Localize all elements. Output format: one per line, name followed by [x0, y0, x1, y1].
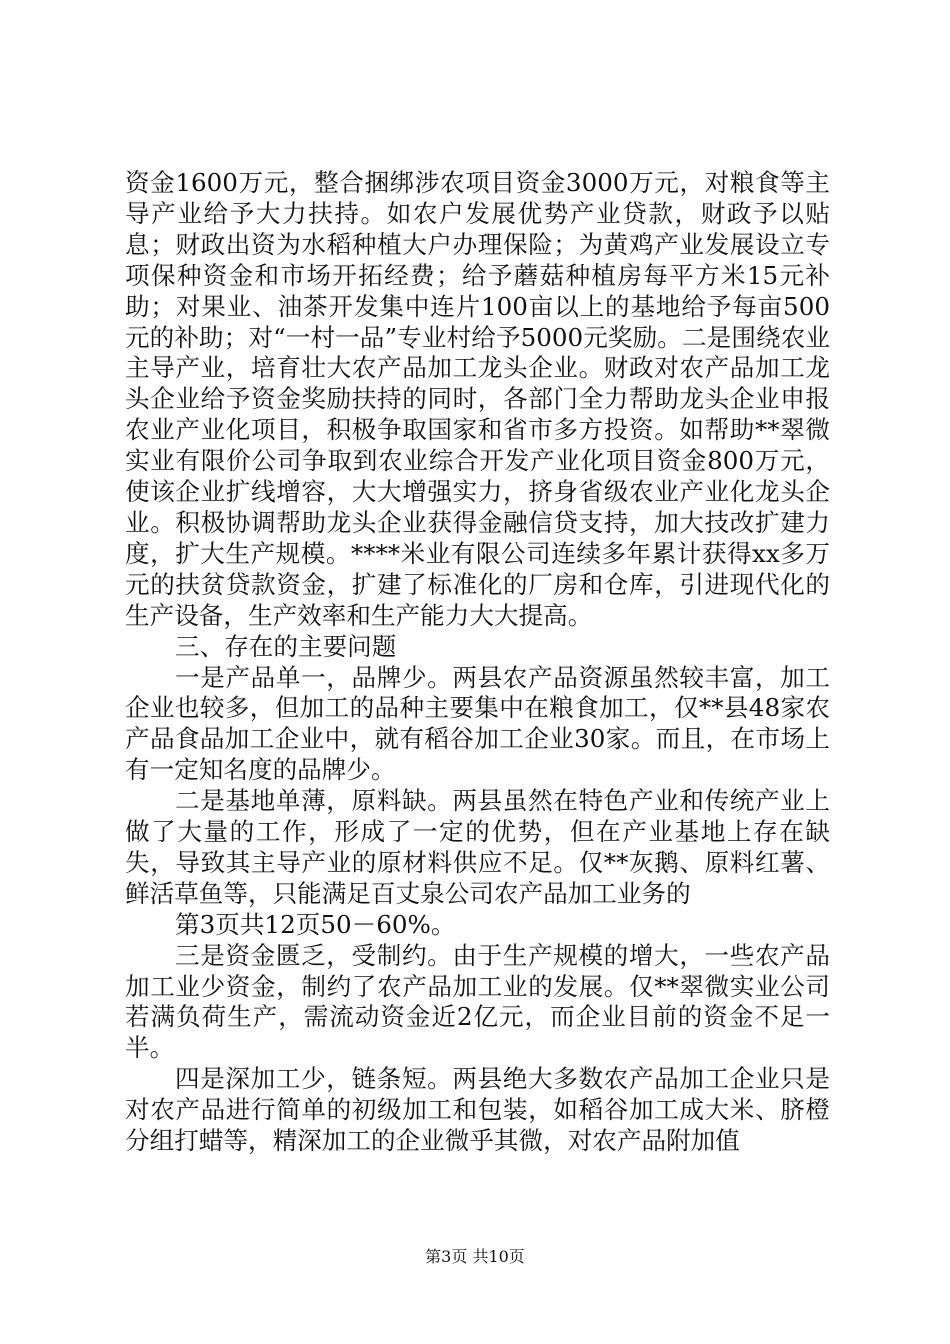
section-heading: 三、存在的主要问题: [175, 631, 397, 661]
paragraph: 一是产品单一，品牌少。两县农产品资源虽然较丰富，加工企业也较多，但加工的品种主要集中在粮食加工，仅**县48家农产品食品加工企业中，就有稻谷加工企业30家。而且，在市场上有一定知名度的品牌少。: [125, 662, 830, 785]
paragraph: 第3页共12页50－60%。: [175, 909, 456, 939]
paragraph: 资金1600万元，整合捆绑涉农项目资金3000万元，对粮食等主导产业给予大力扶持。如农户发展优势产业贷款，财政予以贴息；财政出资为水稻种植大户办理保险；为黄鸡产业发展设立专项保种资金和市场开拓经费；给予蘑菇种植房每平方米15元补助；对果业、油茶开发集中连片100亩以上的基地给予每亩500元的补助；对“一村一品”专业村给予5000元奖励。二是围绕农业主导产业，培育壮大农产品加工龙头企业。财政对农产品加工龙头企业给予资金奖励扶持的同时，各部门全力帮助龙头企业申报农业产业化项目，积极争取国家和省市多方投资。如帮助**翠微实业有限价公司争取到农业综合开发产业化项目资金800万元，使该企业扩线增容，大大增强实力，挤身省级农业产业化龙头企业。积极协调帮助龙头企业获得金融信贷支持，加大技改扩建力度，扩大生产规模。****米业有限公司连续多年累计获得xx多万元的扶贫贷款资金，扩建了标准化的厂房和仓库，引进现代化的生产设备，生产效率和生产能力大大提高。: [125, 168, 830, 630]
paragraph: 四是深加工少，链条短。两县绝大多数农产品加工企业只是对农产品进行简单的初级加工和包装，如稻谷加工成大米、脐橙分组打蜡等，精深加工的企业微乎其微，对农产品附加值: [125, 1064, 830, 1156]
page-footer: 第3页 共10页: [425, 1247, 525, 1266]
paragraph: 二是基地单薄，原料缺。两县虽然在特色产业和传统产业上做了大量的工作，形成了一定的优势，但在产业基地上存在缺失，导致其主导产业的原材料供应不足。仅**灰鹅、原料红薯、鲜活草鱼等，只能满足百丈泉公司农产品加工业务的: [125, 786, 830, 908]
paragraph: 三是资金匮乏，受制约。由于生产规模的增大，一些农产品加工业少资金，制约了农产品加工业的发展。仅**翠微实业公司若满负荷生产，需流动资金近2亿元，而企业目前的资金不足一半。: [125, 940, 830, 1063]
document-body: [125, 168, 830, 1157]
